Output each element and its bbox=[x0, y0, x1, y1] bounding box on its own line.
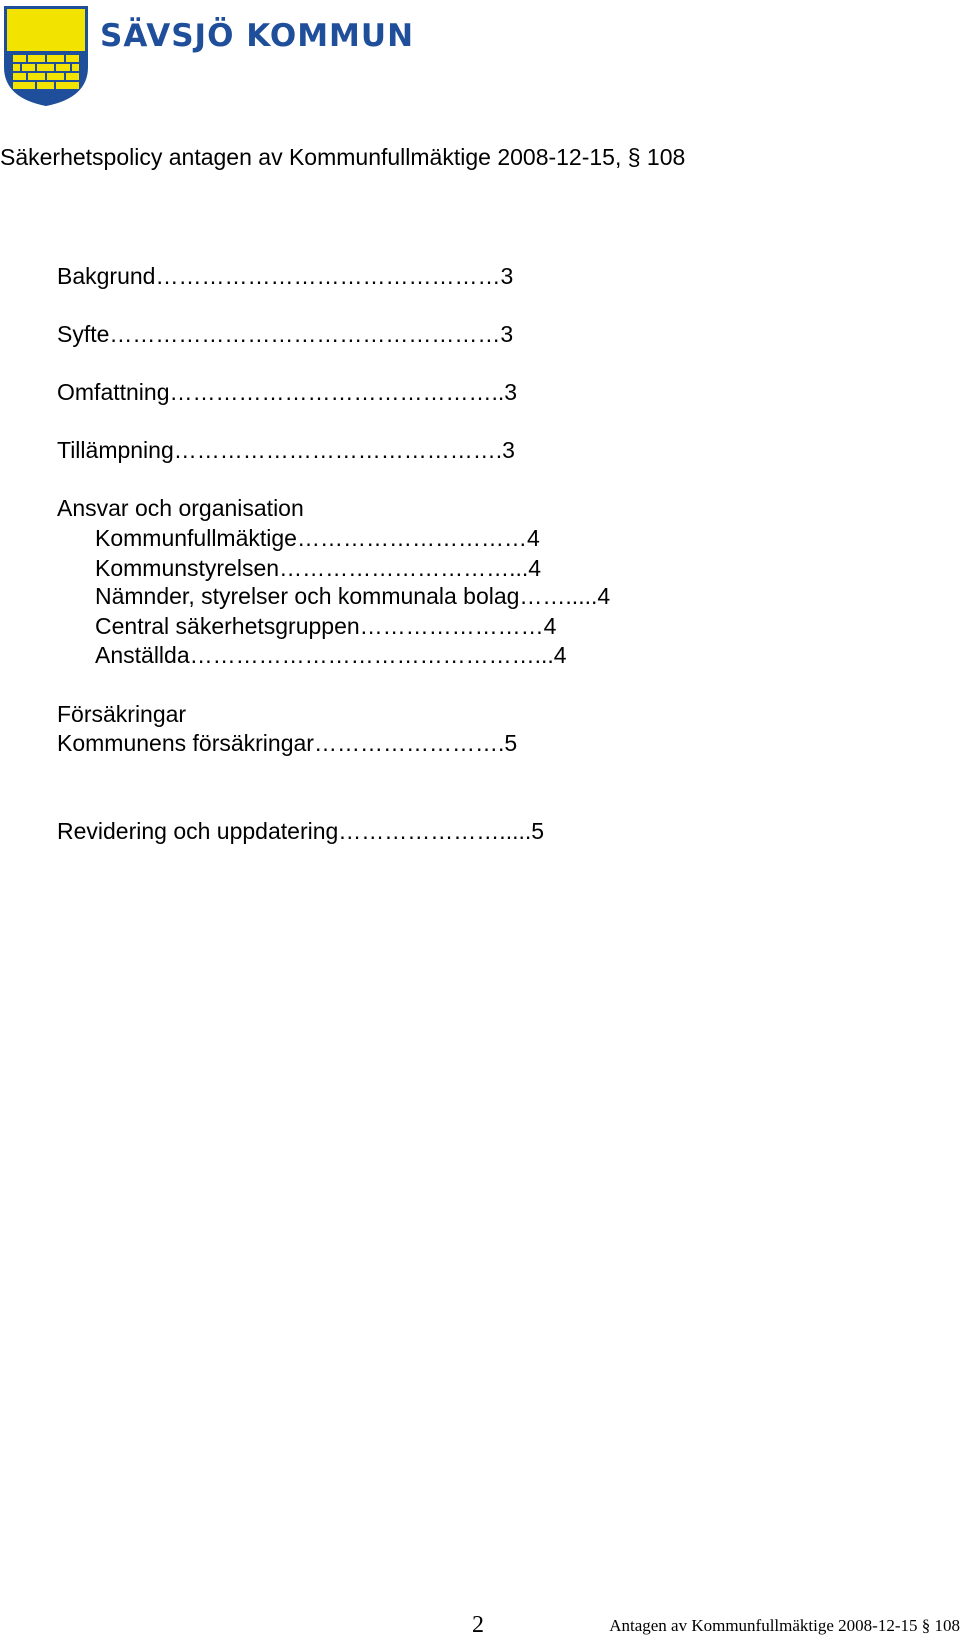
toc-entry-kommunstyrelsen[interactable]: Kommunstyrelsen…………………………...4 bbox=[95, 555, 542, 581]
toc-entry-syfte[interactable]: Syfte……………………………………………3 bbox=[57, 321, 514, 347]
toc-entry-forsakringar[interactable]: Försäkringar bbox=[57, 701, 187, 727]
page-number: 2 bbox=[472, 1612, 484, 1638]
toc-entry-anstallda[interactable]: Anställda………………………………………...4 bbox=[95, 642, 567, 668]
logo-text: SÄVSJÖ KOMMUN bbox=[100, 18, 415, 54]
toc-entry-omfattning[interactable]: Omfattning……………………………………..3 bbox=[57, 379, 518, 405]
toc-entry-namnder[interactable]: Nämnder, styrelser och kommunala bolag…….....4 bbox=[95, 583, 611, 609]
municipality-logo bbox=[0, 0, 420, 118]
toc-entry-kommunens-forsakringar[interactable]: Kommunens försäkringar…………………….5 bbox=[57, 730, 518, 756]
coat-of-arms-icon bbox=[3, 5, 89, 107]
toc-entry-tillampning[interactable]: Tillämpning…………………………………….3 bbox=[57, 437, 515, 463]
footer-text: Antagen av Kommunfullmäktige 2008-12-15 § 108 bbox=[609, 1616, 960, 1635]
toc-entry-bakgrund[interactable]: Bakgrund………………………………………3 bbox=[57, 263, 514, 289]
document-title: Säkerhetspolicy antagen av Kommunfullmäktige 2008-12-15, § 108 bbox=[0, 144, 686, 170]
toc-entry-kommunfullmaktige[interactable]: Kommunfullmäktige…………………………4 bbox=[95, 525, 540, 551]
toc-entry-central-sakerhetsgruppen[interactable]: Central säkerhetsgruppen……………………4 bbox=[95, 613, 557, 639]
toc-entry-revidering[interactable]: Revidering och uppdatering………………….....5 bbox=[57, 818, 545, 844]
toc-entry-ansvar-och-organisation[interactable]: Ansvar och organisation bbox=[57, 495, 304, 521]
